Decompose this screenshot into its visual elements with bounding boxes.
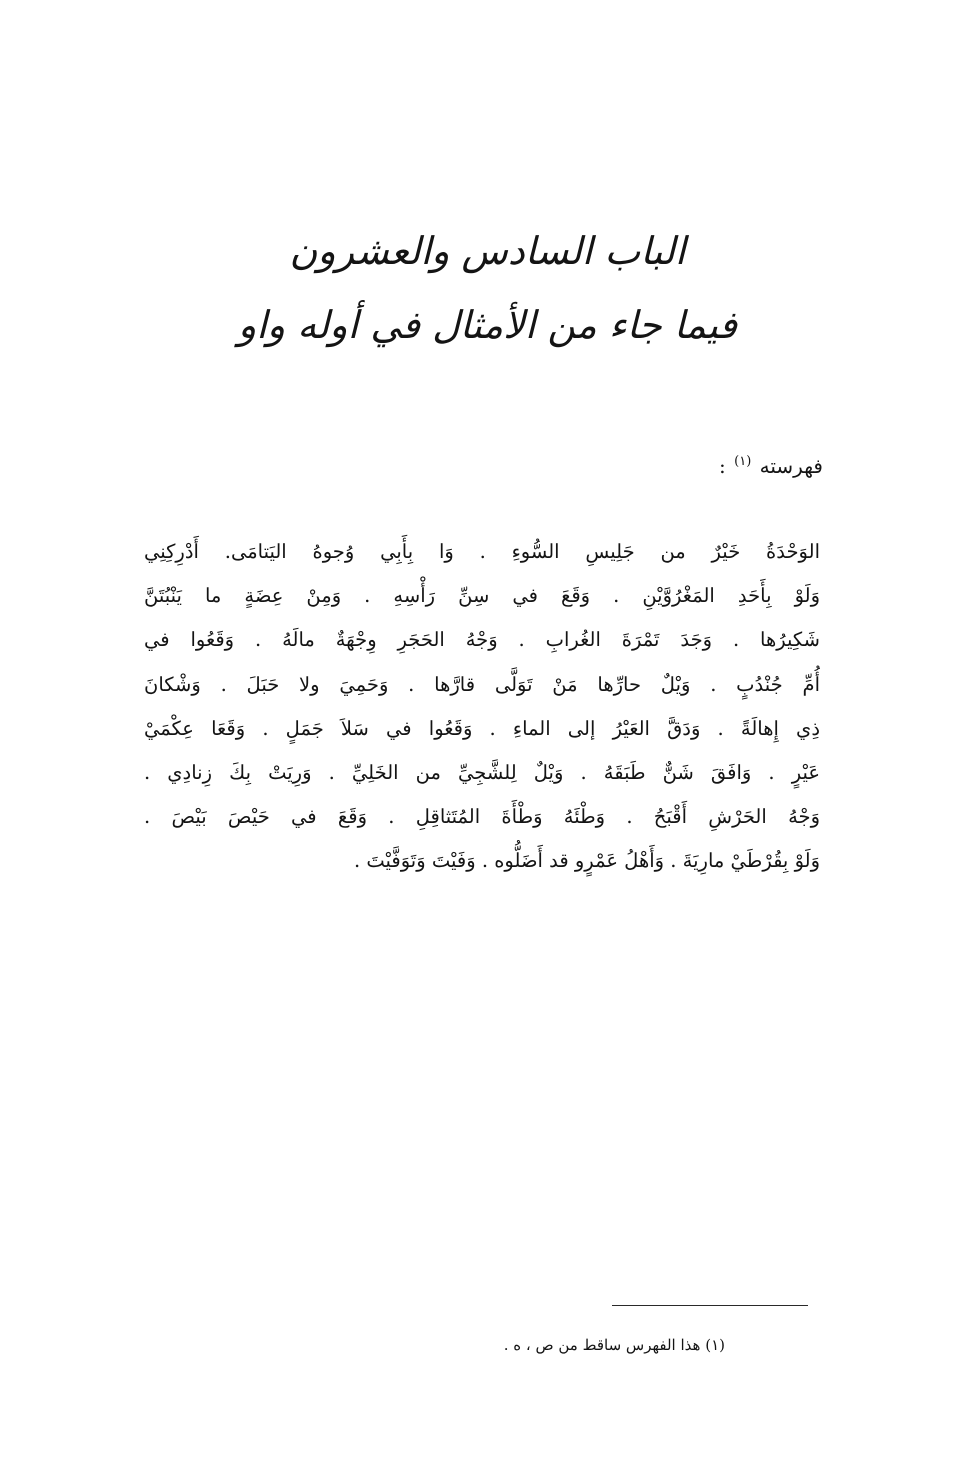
paragraph-line: وَلَوْ بِقُرْطَيْ مارِيَةَ . وَأَهْلُ عَمْرٍو قد أَضَلُّوه . وَفَيْتَ وَتَوَفَّيْتَ . [353, 849, 820, 873]
paragraph-line: شَكِيرُها . وَجَدَ تَمْرَةَ الغُرابِ . وَجْهُ الحَجَرِ وِجْهَةٌ مالَهُ . وَقَعُوا في [144, 628, 820, 652]
paragraph-line: أُمِّ جُنْدُبٍ . وَيْلٌ حارِّها مَنْ تَوَلَّى قارَّها . وَحَمِيَ ولا حَبَلَ . وَشْكانَ [144, 672, 820, 696]
chapter-heading [150, 228, 825, 349]
footnote-divider [612, 1305, 808, 1306]
chapter-title-line-2: فيما جاء من الأمثال في أوله واو [237, 302, 738, 347]
index-label-text: فهرسته [759, 454, 823, 478]
paragraph-line: الوَحْدَةُ خَيْرٌ من جَلِيسِ السُّوءِ . وَا بِأَبِي وُجوهُ اليَتامَى. أَدْرِكِنِي [144, 540, 820, 563]
index-colon: : [719, 454, 726, 478]
paragraph-line: ذِي إِهالَةً . وَدَقَّ العَيْرُ إلى الماءِ . وَقَعُوا في سَلاَ جَمَلٍ . وَقَعَا عِكْمَيْ [144, 716, 820, 740]
footnote-reference: (١) [734, 454, 752, 470]
proverbs-paragraph [144, 530, 820, 884]
paragraph-line: وَلَوْ بِأَحَدِ المَغْرُوَّيْنِ . وَقَعَ في سِنِّ رَأْسِهِ . وَمِنْ عِضَةٍ ما يَنْبُتَنَّ [144, 584, 820, 608]
chapter-title-line-1: الباب السادس والعشرون [289, 229, 686, 273]
paragraph-line: وَجْهُ الحَرْشِ أَقْبَحُ . وَطْئَهُ وَطْأَةَ المُتَثاقِلِ . وَقَعَ في حَيْصَ بَيْصَ . [144, 805, 820, 829]
paragraph-line: عَيْرٍ . وَافَقَ شَنٌّ طَبَقَهُ . وَيْلٌ لِلشَّجِيِّ من الخَلِيِّ . وَرِيَتْ بِكَ زِنادِي . [144, 761, 820, 785]
footnote: (١) هذا الفهرس ساقط من ص ، ه . [503, 1336, 725, 1354]
index-heading [719, 454, 823, 478]
